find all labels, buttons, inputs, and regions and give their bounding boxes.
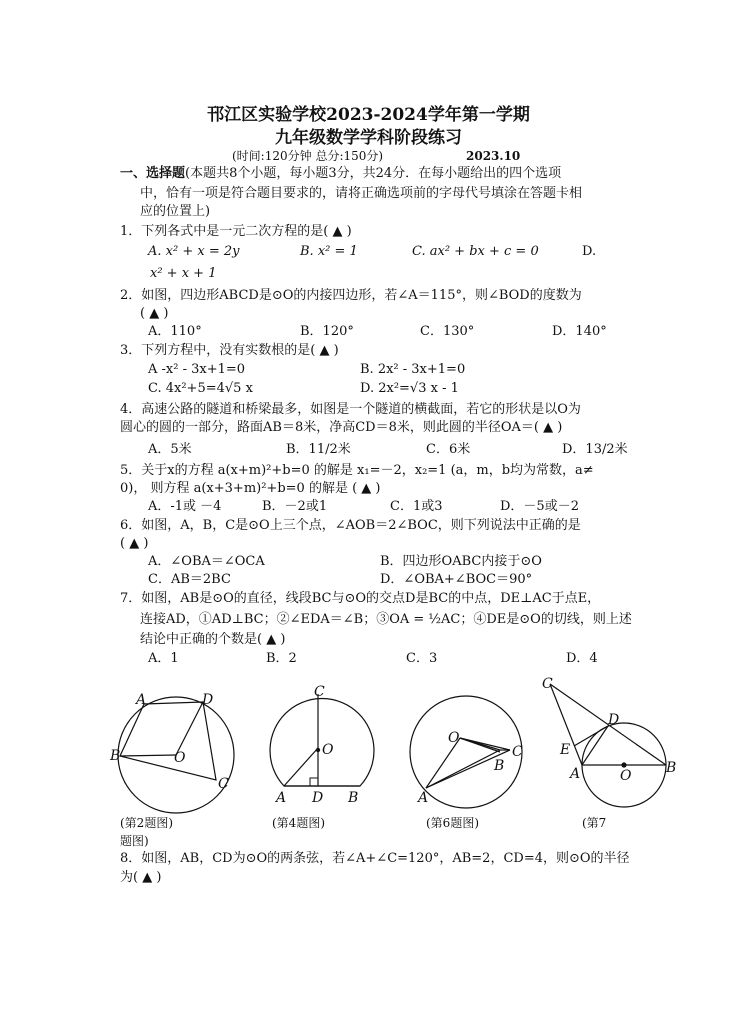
q4-option-d: D．13/2米 [562, 442, 628, 457]
fig4-label-d: D [312, 790, 324, 806]
q5-stem-1: 5．关于x的方程 a(x+m)²+b=0 的解是 x₁=－2，x₂=1 (a，m，b均为常数，a≠ [120, 463, 594, 478]
q4-option-a: A．5米 [148, 442, 192, 457]
caption-figure-4: (第4题图) [272, 816, 325, 830]
q1-option-b: B. x² = 1 [300, 244, 358, 259]
fig6-label-c: C [512, 744, 523, 760]
caption-figure-7b: 题图) [120, 834, 149, 848]
caption-figure-2: (第2题图) [120, 816, 173, 830]
q7-option-d: D．4 [566, 651, 598, 666]
q8-stem-1: 8．如图，AB，CD为⊙O的两条弦，若∠A+∠C=120°，AB=2，CD=4，则⊙O的半径 [120, 851, 630, 866]
q8-stem-2: 为( ▲ ) [120, 870, 162, 885]
q7-option-c: C．3 [406, 651, 438, 666]
q6-option-c: C．AB＝2BC [148, 572, 231, 587]
q5-option-d: D．－5或－2 [500, 499, 579, 514]
fig7-label-b: B [666, 760, 677, 776]
fig2-label-c: C [218, 776, 229, 792]
section-intro-line-2: 中，恰有一项是符合题目要求的，请将正确选项前的字母代号填涂在答题卡相 [140, 186, 583, 201]
exam-meta: (时间:120分钟 总分:150分) [232, 149, 384, 163]
fig2-label-d: D [202, 692, 214, 708]
q7-option-a: A．1 [148, 651, 179, 666]
q1-stem: 1．下列各式中是一元二次方程的是( ▲ ) [120, 224, 352, 239]
fig4-label-b: B [348, 790, 359, 806]
q2-option-d: D．140° [552, 324, 607, 339]
q5-option-a: A．-1或 －4 [148, 499, 222, 514]
section-intro-line-1 [120, 166, 561, 182]
figure-q4 [268, 684, 378, 814]
caption-figure-7a: (第7 [582, 816, 607, 830]
q1-option-d-expr: x² + x + 1 [150, 266, 217, 281]
q3-option-c: C. 4x²+5=4√5 x [148, 381, 253, 396]
title-line-1: 邗江区实验学校2023-2024学年第一学期 [207, 105, 530, 125]
figure-q7 [538, 674, 688, 814]
q1-option-c: C. ax² + bx + c = 0 [412, 244, 539, 259]
section-intro-line-3: 应的位置上) [140, 204, 211, 219]
q4-stem-1: 4．高速公路的隧道和桥梁最多，如图是一个隧道的横截面，若它的形状是以O为 [120, 402, 581, 417]
q3-option-b: B. 2x² - 3x+1=0 [360, 362, 466, 377]
q3-option-a: A -x² - 3x+1=0 [148, 362, 246, 377]
figure-q6 [404, 686, 534, 816]
fig6-label-o: O [448, 730, 460, 746]
section-heading: 一、选择题 [120, 166, 186, 181]
q2-stem-2: ( ▲ ) [140, 306, 169, 321]
q4-option-b: B．11/2米 [286, 442, 351, 457]
q7-option-b: B．2 [266, 651, 297, 666]
title-line-2: 九年级数学学科阶段练习 [275, 128, 462, 148]
fig2-label-b: B [110, 748, 121, 764]
q6-stem-1: 6．如图，A，B，C是⊙O上三个点，∠AOB＝2∠BOC，则下列说法中正确的是 [120, 518, 581, 533]
fig2-label-o: O [174, 750, 186, 766]
q1-option-a: A. x² + x = 2y [148, 244, 240, 259]
q6-option-a: A．∠OBA＝∠OCA [148, 554, 265, 569]
q4-option-c: C．6米 [426, 442, 471, 457]
q3-stem: 3．下列方程中，没有实数根的是( ▲ ) [120, 343, 339, 358]
q7-stem-3: 结论中正确的个数是( ▲ ) [140, 632, 286, 647]
q6-option-d: D．∠OBA+∠BOC＝90° [380, 572, 533, 587]
q5-option-c: C．1或3 [390, 499, 443, 514]
fig4-label-a: A [276, 790, 287, 806]
q2-option-b: B．120° [300, 324, 354, 339]
section-intro-text: (本题共8个小题，每小题3分，共24分．在每小题给出的四个选项 [185, 166, 562, 181]
q7-stem-2: 连接AD，①AD⊥BC；②∠EDA＝∠B；③OA = ½AC；④DE是⊙O的切线，则上述 [140, 612, 632, 627]
q5-option-b: B．－2或1 [262, 499, 328, 514]
q6-stem-2: ( ▲ ) [120, 536, 149, 551]
figure-q2 [108, 680, 258, 820]
fig7-label-c: C [542, 676, 553, 692]
q3-option-d: D. 2x²=√3 x - 1 [360, 381, 459, 396]
q2-stem-1: 2．如图，四边形ABCD是⊙O的内接四边形，若∠A＝115°，则∠BOD的度数为 [120, 288, 582, 303]
fig4-label-o: O [322, 742, 334, 758]
q7-stem-1: 7．如图，AB是⊙O的直径，线段BC与⊙O的交点D是BC的中点，DE⊥AC于点E， [120, 591, 601, 606]
q1-option-d: D. [582, 244, 597, 259]
fig7-label-o: O [620, 768, 632, 784]
fig4-label-c: C [314, 684, 325, 700]
exam-date: 2023.10 [466, 149, 521, 163]
fig6-label-a: A [418, 790, 429, 806]
fig7-label-a: A [570, 766, 581, 782]
fig7-label-e: E [560, 742, 571, 758]
caption-figure-6: (第6题图) [426, 816, 479, 830]
q4-stem-2: 圆心的圆的一部分，路面AB＝8米，净高CD＝8米，则此圆的半径OA＝( ▲ ) [120, 420, 563, 435]
fig6-label-b: B [494, 758, 505, 774]
q2-option-a: A．110° [148, 324, 202, 339]
fig2-label-a: A [136, 692, 147, 708]
q2-option-c: C．130° [420, 324, 475, 339]
q5-stem-2: 0)， 则方程 a(x+3+m)²+b=0 的解是 ( ▲ ) [120, 481, 381, 496]
fig7-label-d: D [608, 712, 620, 728]
q6-option-b: B．四边形OABC内接于⊙O [380, 554, 542, 569]
